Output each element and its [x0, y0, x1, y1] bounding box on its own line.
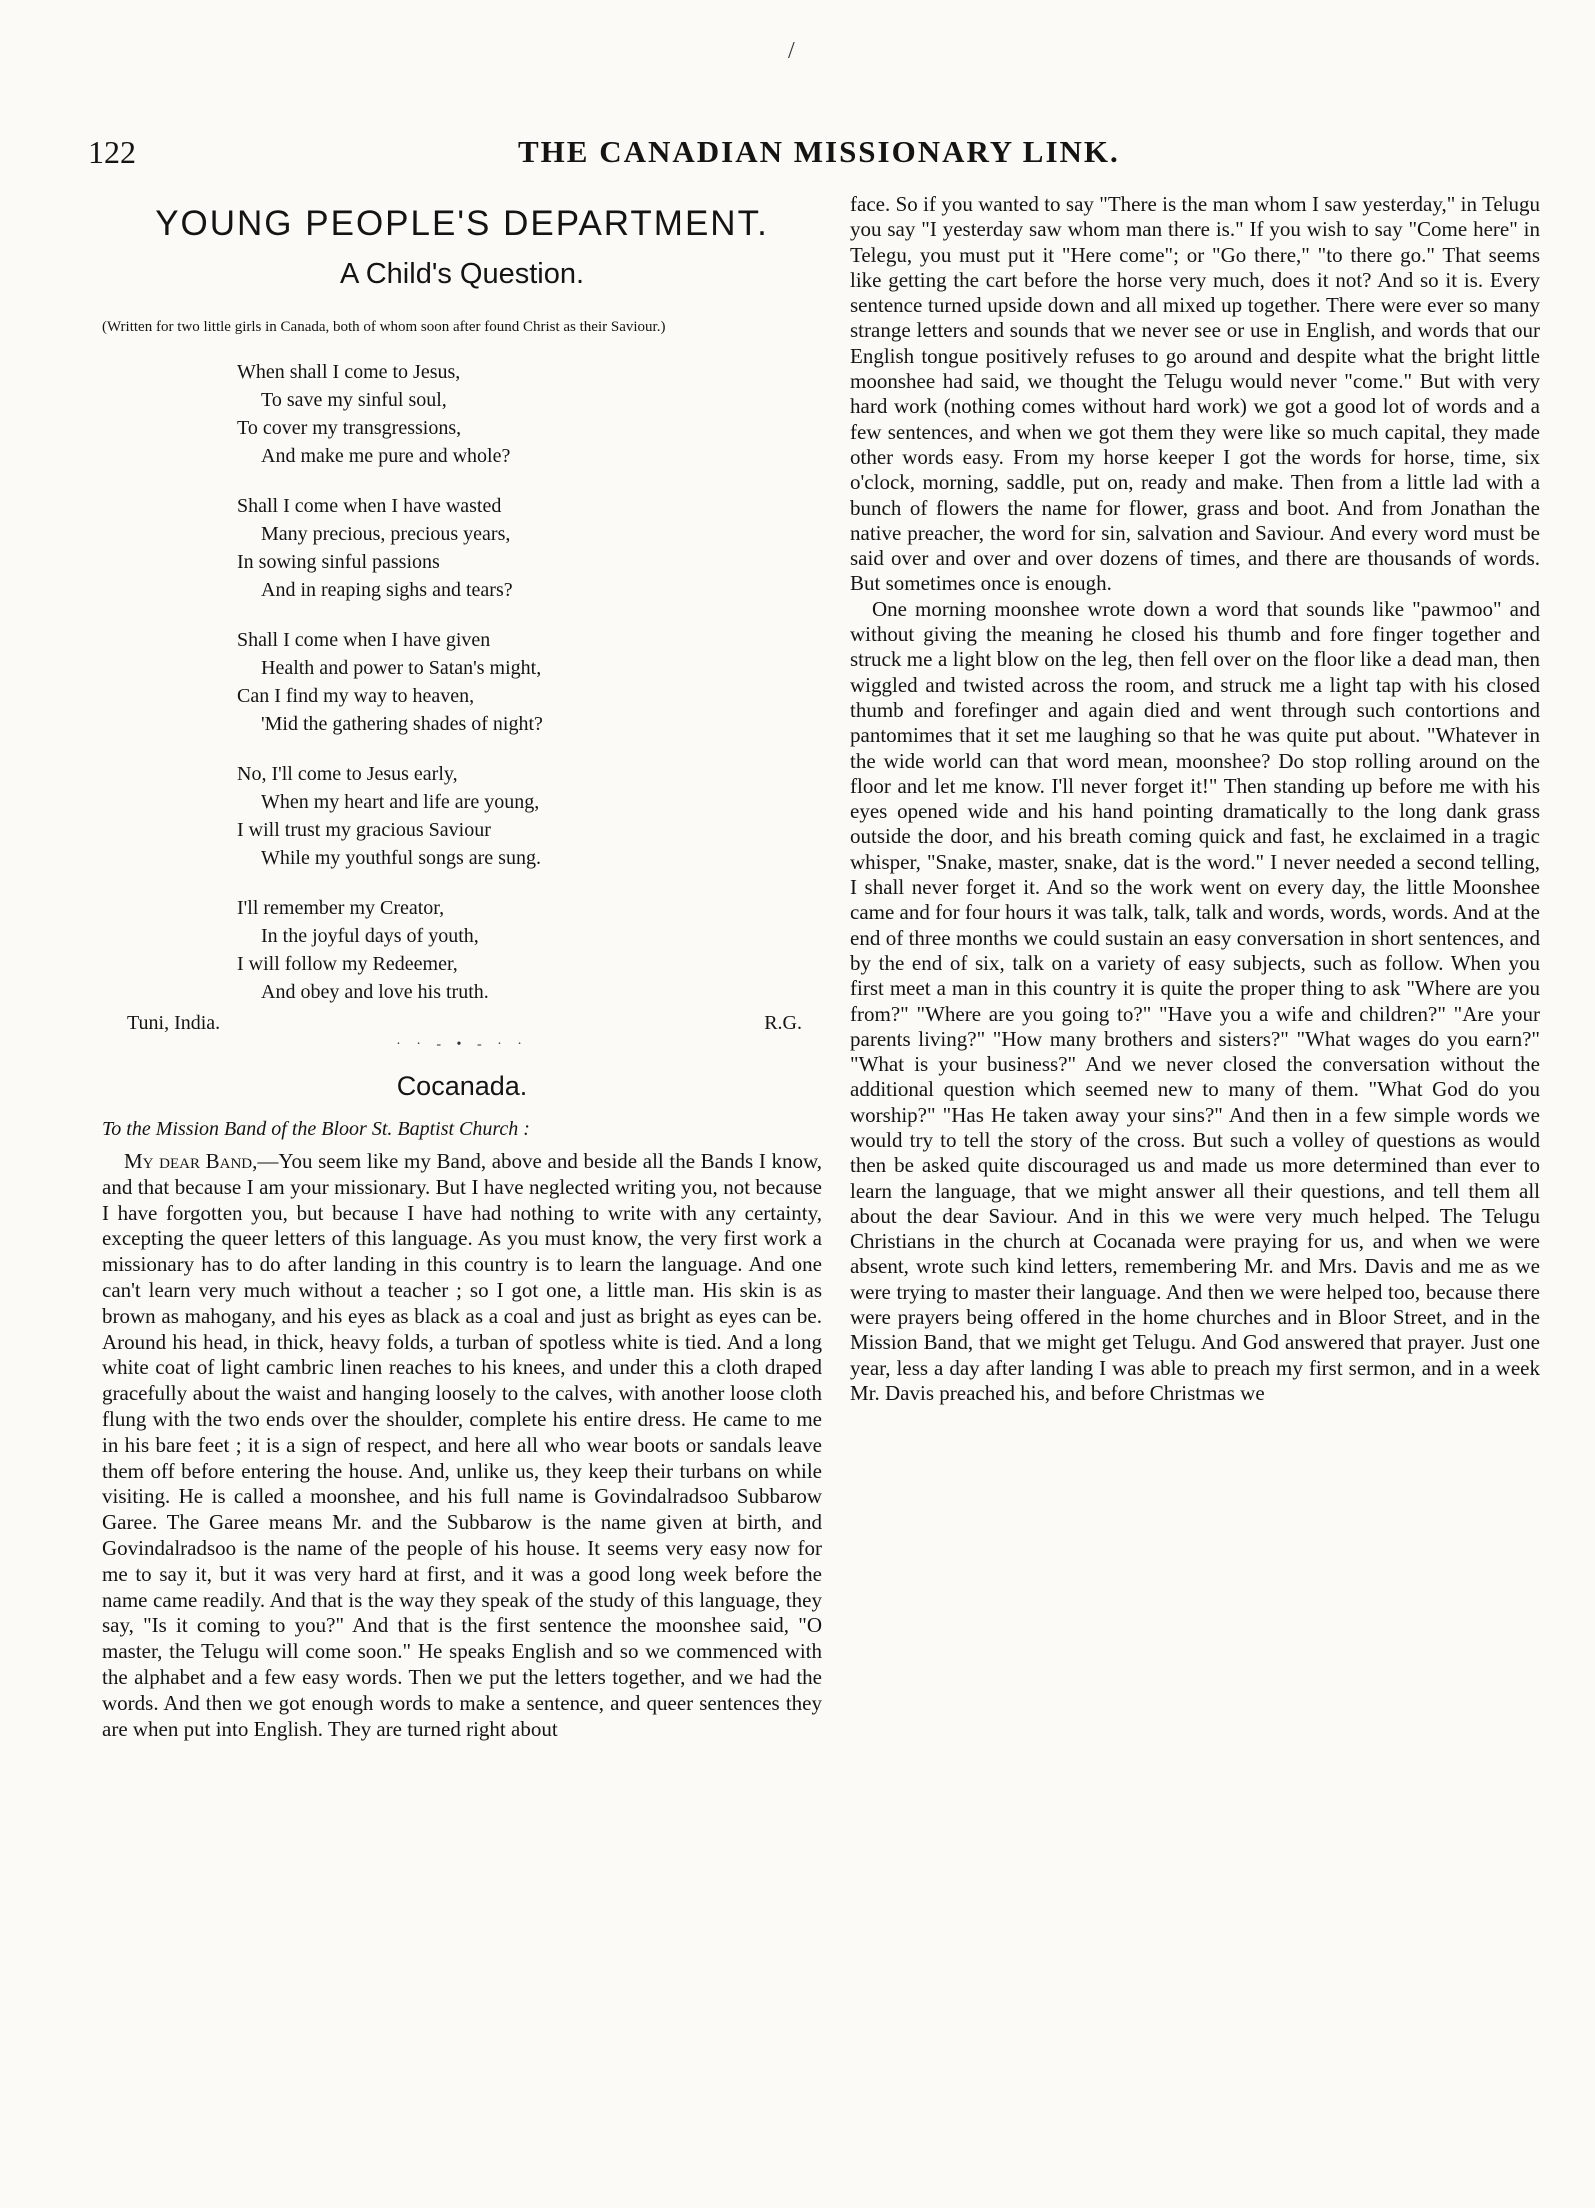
section-divider: · · - • - · · — [396, 1037, 528, 1052]
letter-body-left — [102, 1149, 822, 1742]
letter-dedication: To the Mission Band of the Bloor St. Baptist Church : — [102, 1118, 530, 1140]
right-column — [850, 192, 1540, 1406]
poem-line: I'll remember my Creator, — [237, 897, 445, 919]
poem-initials: R.G. — [764, 1012, 802, 1034]
poem-place: Tuni, India. — [127, 1012, 221, 1034]
poem-line: And make me pure and whole? — [261, 445, 511, 467]
poem-line: 'Mid the gathering shades of night? — [261, 713, 543, 735]
poem-line: When shall I come to Jesus, — [237, 361, 461, 383]
poem-line: Many precious, precious years, — [261, 523, 511, 545]
poem-line: And obey and love his truth. — [261, 981, 489, 1003]
poem-line: When my heart and life are young, — [261, 791, 540, 813]
poem-signature — [127, 1012, 822, 1035]
poem-line: Health and power to Satan's might, — [261, 657, 542, 679]
poem-line: While my youthful songs are sung. — [261, 847, 541, 869]
section-title: YOUNG PEOPLE'S DEPARTMENT. — [155, 204, 769, 243]
letter-body-right-para: One morning moonshee wrote down a word that sounds like "pawmoo" and without giving the meaning he closed his thumb and fore finger together and struck me a light blow on the leg, then fell over on the floor like a dead man, then wiggled and twisted across the room, and struck me a light tap with his closed thumb and forefinger and again died and went through such contortions and pantomimes that it set me laughing so that he was quite put about. "Whatever in the wide world can that word mean, moonshee? Do stop rolling around on the floor and let me know. I'll never forget it!" Then standing up before me with his eyes opened wide and his hand pointing dramatically to the long dank grass outside the door, and his breath coming quick and fast, he exclaimed in a tragic whisper, "Snake, master, snake, dat is the word." I never needed a second telling, I shall never forget it. And so the work went on every day, the little Moonshee came and for four hours it was talk, talk, talk and words, words, words. And at the end of three months we could sustain an easy conversation in short sentences, and by the end of six, talk on a variety of easy subjects, such as follow. When you first meet a man in this country it is quite the proper thing to ask "Where are you from?" "Where are you going to?" "Have you a wife and children?" "Are your parents living?" "How many brothers and sisters?" "What wages do you earn?" "What is your business?" And we never closed the conversation without the additional question which seemed new to many of them. "What God do you worship?" "Has He taken away your sins?" And then in a few simple words we would try to tell the story of the cross. But such a volley of questions as would then be asked quite discouraged us and made us more determined than ever to learn the language, that we might answer all their questions, and tell them all about the dear Saviour. And in this we were very much helped. The Telugu Christians in the church at Cocanada were praying for us, and when we were absent, wrote such kind letters, remembering Mr. and Mrs. Davis and me as we were trying to master their language. And then we were helped too, because there were prayers being offered in the home churches and in Bloor Street, and in the Mission Band, that we might get Telugu. And God answered that prayer. Just one year, less a day after landing I was able to preach my first sermon, and in a week Mr. Davis preached his, and before Christmas we — [850, 596, 1540, 1405]
poem-line: I will follow my Redeemer, — [237, 953, 458, 975]
poem-line: No, I'll come to Jesus early, — [237, 763, 458, 785]
poem-stanza — [237, 894, 822, 1006]
left-column — [102, 192, 822, 1742]
poem-line: In the joyful days of youth, — [261, 925, 479, 947]
poem-stanza — [237, 760, 822, 872]
running-title: THE CANADIAN MISSIONARY LINK. — [518, 134, 1120, 169]
letter-body-right-para: face. So if you wanted to say "There is the man whom I saw yesterday," in Telugu you say "I yesterday saw whom man there is." If you wish to say "Come here" in Telegu, you must put it "Here come"; or "Go there," "to there go." That seems like getting the cart before the horse very much, does it not? And so it is. Every sentence turned upside down and all mixed up together. There were ever so many strange letters and sounds that we never see or use in English, and words that our English tongue positively refuses to go around and despite what the bright little moonshee had said, we thought the Telugu would never "come." But with very hard work (nothing comes without hard work) we got a good lot of words and a few sentences, and when we got them they were like so much capital, they made other words easy. From my horse keeper I got the words for horse, time, six o'clock, morning, saddle, put on, ready and make. Then from a little lad with a bunch of flowers the name for flower, grass and boot. And from Jonathan the native preacher, the word for sin, salvation and Saviour. And every word must be said over and over and over dozens of times, and there are thousands of words. But sometimes once is enough. — [850, 192, 1540, 596]
letter-title: Cocanada. — [396, 1071, 528, 1101]
poem-line: To cover my transgressions, — [237, 417, 462, 439]
running-header — [88, 134, 1543, 174]
letter-text: —You seem like my Band, above and beside all the Bands I know, and that because I am your missionary. But I have neglected writing you, not because I have forgotten you, but because I have had nothing to write with any certainty, excepting the queer letters of this language. As you must know, the very first work a missionary has to do after landing in this country is to learn the language. And one can't learn very much without a teacher ; so I got one, a little man. His skin is as brown as mahogany, and his eyes as black as a coal and just as bright as eyes can be. Around his head, in thick, heavy folds, a turban of spotless white is tied. And a long white coat of light cambric linen reaches to his knees, and under this a cloth draped gracefully about the waist and hanging loosely to the calves, with another loose cloth flung with the two ends over the shoulder, complete his entire dress. He came to me in his bare feet ; it is a sign of respect, and here all who wear boots or sandals leave them off before entering the house. And, unlike us, they keep their turbans on while visiting. He is called a moonshee, and his full name is Govindalradsoo Subbarow Garee. The Garee means Mr. and the Subbarow is the name given at birth, and Govindalradsoo is the name of the people of his house. It seems very easy now for me to say it, but it was very hard at first, and it was a good long week before the name came readily. And that is the way they speak of the study of this language, they say, "Is it coming to you?" And that is the first sentence the moonshee said, "O master, the Telugu will come soon." He speaks English and so we commenced with the alphabet and a few easy words. Then we put the letters together, and we had the words. And then we got enough words to make a sentence, and queer sentences they are when put into English. They are turned right about — [102, 1149, 823, 1741]
stray-mark: / — [788, 38, 795, 64]
letter-salutation: My dear Band, — [124, 1149, 258, 1173]
poem-line: Shall I come when I have given — [237, 629, 491, 651]
page-number: 122 — [88, 134, 136, 170]
poem-line: In sowing sinful passions — [237, 551, 440, 573]
poem-note: (Written for two little girls in Canada, both of whom soon after found Christ as their Saviour.) — [102, 319, 666, 335]
poem-title: A Child's Question. — [339, 258, 585, 290]
poem-line: And in reaping sighs and tears? — [261, 579, 513, 601]
poem-stanza — [237, 626, 822, 738]
poem-stanza — [237, 358, 822, 470]
poem-line: Can I find my way to heaven, — [237, 685, 475, 707]
poem-line: Shall I come when I have wasted — [237, 495, 502, 517]
poem-line: I will trust my gracious Saviour — [237, 819, 491, 841]
poem-stanza — [237, 492, 822, 604]
poem-line: To save my sinful soul, — [261, 389, 447, 411]
